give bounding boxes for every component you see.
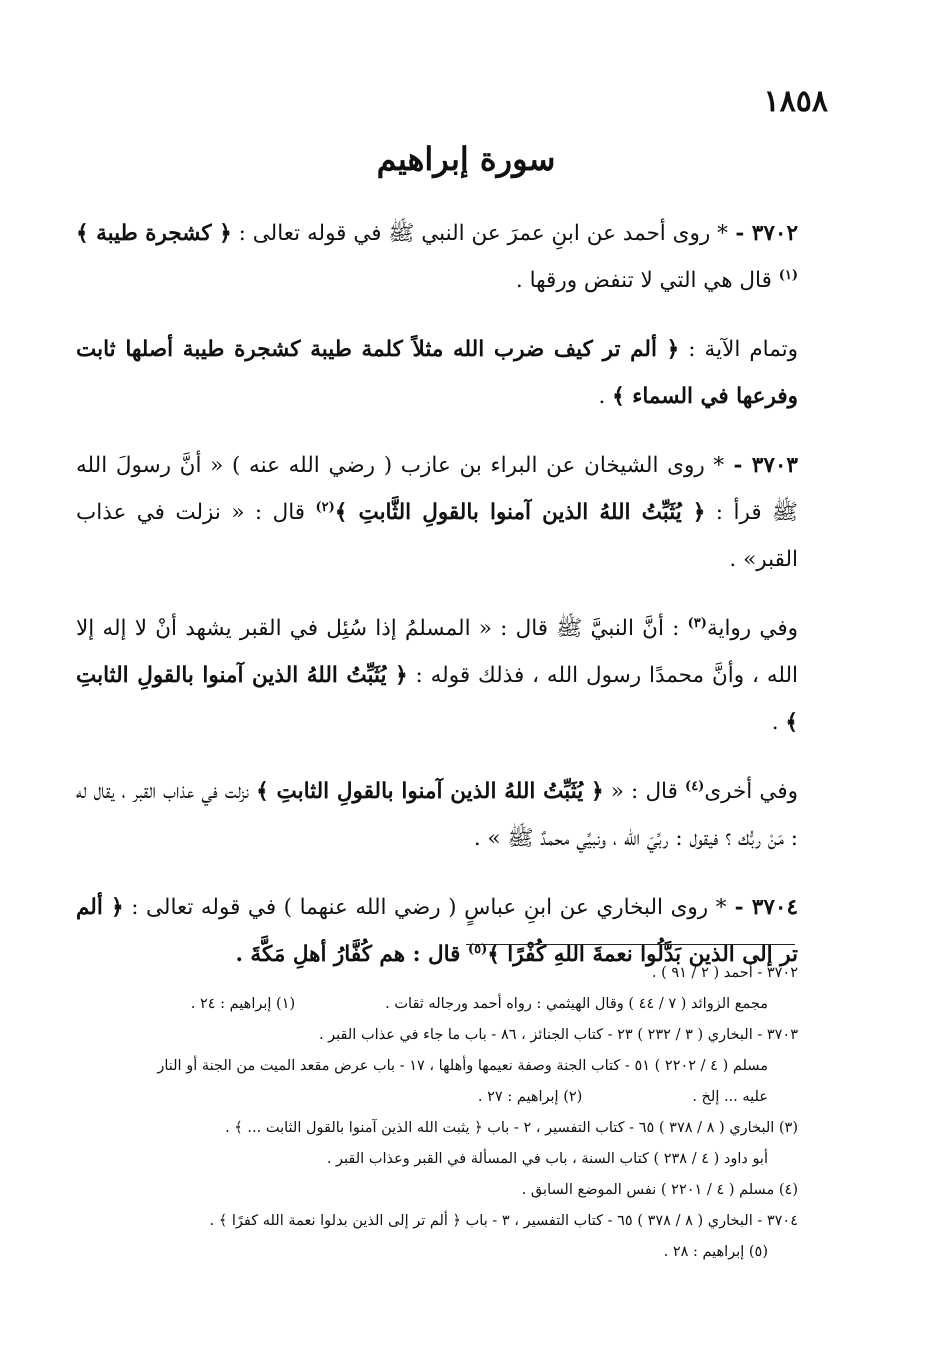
footnote-text: مسلم ( ٤ / ٢٢٠٢ ) ٥١ - كتاب الجنة وصفة نعيمها وأهلها ، ١٧ - باب عرض مقعد الميت من الجنة أو النار: [157, 1058, 768, 1074]
hadith-text: قال : « نزلت في عذاب القبر» .: [76, 500, 798, 572]
surah-title: سورة إبراهيم: [376, 140, 556, 178]
footnote-text: أبو داود ( ٤ / ٢٣٨ ) كتاب السنة ، باب في المسألة في القبر وعذاب القبر .: [326, 1151, 768, 1167]
hadith-number: ٣٧٠٢ -: [727, 221, 798, 246]
footnotes: [76, 958, 798, 1268]
footnote-marker: (١): [778, 267, 798, 283]
footnote-text: (٣) البخاري ( ٨ / ٣٧٨ ) ٦٥ - كتاب التفسير ، ٢ - باب ﴿ يثبت الله الذين آمنوا بالقول الثابت ... ﴾ .: [225, 1120, 798, 1136]
footnote-3703: [76, 1020, 798, 1051]
hadith-3703: [76, 442, 798, 583]
footnote-text: ٣٧٠٢ - أحمد ( ٢ / ٩١ ) .: [651, 965, 798, 981]
hadith-text: * روى أحمد عن ابنِ عمرَ عن النبي ﷺ في قوله تعالى :: [231, 221, 728, 246]
hadith-3702: [76, 210, 798, 304]
footnote-3704: [76, 1206, 798, 1237]
footnote-muslim-cont: [76, 1082, 798, 1113]
footnote-majma: [76, 989, 798, 1020]
footnote-ref-3: [76, 1113, 798, 1144]
hadith-number: ٣٧٠٤ -: [726, 895, 798, 920]
footnote-abudawud: [76, 1144, 798, 1175]
footnote-text: ٣٧٠٣ - البخاري ( ٣ / ٢٣٢ ) ٢٣ - كتاب الجنائز ، ٨٦ - باب ما جاء في عذاب القبر .: [318, 1027, 798, 1043]
hadith-3702-ayah: [76, 326, 798, 420]
footnote-text: عليه ... إلخ .: [692, 1089, 768, 1105]
hadith-number: ٣٧٠٣ -: [724, 453, 798, 478]
hadith-text: .: [598, 384, 613, 409]
hadith-text: .: [771, 710, 786, 735]
footnote-3702: [76, 958, 798, 989]
footnote-text: (٥) إبراهيم : ٢٨ .: [663, 1244, 768, 1260]
hadith-text: قال : «: [603, 779, 686, 804]
hadith-text: قال هي التي لا تنفض ورقها .: [515, 268, 779, 293]
footnote-marker: (٤): [685, 778, 705, 794]
quran-quote: ﴿ كشجرة طيبة ﴾: [76, 221, 232, 246]
quran-quote: ﴿ يُثَبِّتُ اللهُ الذين آمنوا بالقولِ الثابتِ ﴾: [256, 779, 604, 804]
footnote-ref-4: [76, 1175, 798, 1206]
hadith-text: وتمام الآية :: [679, 337, 799, 362]
hadith-3703-ukhra: [76, 768, 798, 862]
hadith-text: نزلت في عذاب القبر ، يقال له : مَنْ ربُّك ؟ فيقول : ربِّيَ الله ، ونبيِّي محمدٌ ﷺ » .: [76, 779, 798, 851]
quran-quote: ﴿ ألم تر كيف ضرب الله مثلاً كلمة طيبة كشجرة طيبة أصلها ثابت وفرعها في السماء ﴾: [76, 337, 798, 409]
hadith-text: وفي أخرى: [704, 779, 799, 804]
quran-quote: ﴿ ألم تر إلى الذين بَدَّلُوا نعمةَ اللهِ كُفْرًا ﴾: [76, 895, 798, 967]
footnote-divider: [466, 944, 795, 945]
hadith-text: * روى الشيخان عن البراء بن عازب ( رضي الله عنه ) « أنَّ رسولَ الله ﷺ قرأ :: [76, 453, 799, 525]
footnote-ref-1: (١) إبراهيم : ٢٤ .: [190, 996, 296, 1012]
main-text: [76, 210, 798, 1000]
footnote-text: (٤) مسلم ( ٤ / ٢٢٠١ ) نفس الموضع السابق .: [521, 1182, 798, 1198]
footnote-ref-2: (٢) إبراهيم : ٢٧ .: [477, 1089, 583, 1105]
footnote-muslim: [76, 1051, 798, 1082]
quran-quote: قال : هم كُفَّارُ أهلِ مَكَّةَ .: [235, 942, 468, 967]
footnote-marker: (٥): [467, 941, 488, 957]
quran-quote: ﴿ يُثَبِّتُ اللهُ الذين آمنوا بالقولِ الثابتِ ﴾: [76, 663, 798, 735]
hadith-text: * روى البخاري عن ابنِ عباسٍ ( رضي الله عنهما ) في قوله تعالى :: [123, 895, 727, 920]
hadith-text: وفي رواية: [706, 616, 798, 641]
footnote-marker: (٣): [687, 615, 707, 631]
hadith-3703-riwaya: [76, 605, 798, 746]
hadith-text: : أنَّ النبيَّ ﷺ قال : « المسلمُ إذا سُئِل في القبر يشهد أنْ لا إله إلا الله ، وأنَّ محمدًا رسول الله ، فذلك قوله :: [76, 616, 798, 688]
footnote-ref-5: [76, 1237, 798, 1268]
footnote-marker: (٢): [315, 499, 335, 515]
footnote-text: مجمع الزوائد ( ٧ / ٤٤ ) وقال الهيثمي : رواه أحمد ورجاله ثقات .: [385, 996, 768, 1012]
page-number: ١٨٥٨: [763, 84, 828, 119]
quran-quote: ﴿ يُثَبِّتُ اللهُ الذين آمنوا بالقولِ الثَّابتِ ﴾: [334, 500, 706, 525]
footnote-text: ٣٧٠٤ - البخاري ( ٨ / ٣٧٨ ) ٦٥ - كتاب التفسير ، ٣ - باب ﴿ ألم تر إلى الذين بدلوا نعمة الله كفرًا ﴾ .: [209, 1213, 798, 1229]
